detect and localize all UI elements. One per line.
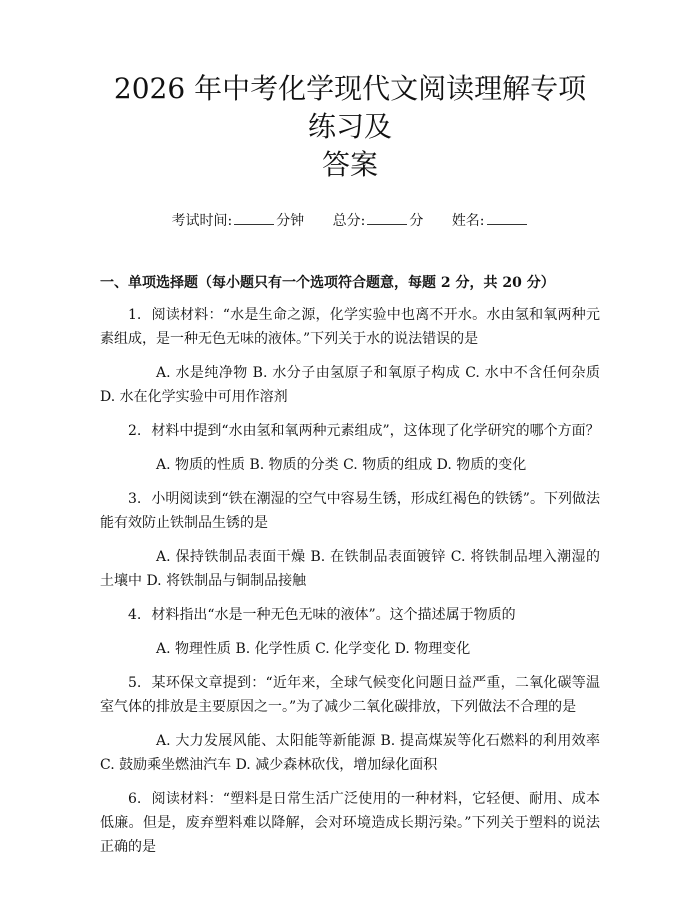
question-number: 4. <box>128 607 142 623</box>
student-name <box>452 213 529 229</box>
question-stem <box>100 671 600 719</box>
question-options: A. 物理性质 B. 化学性质 C. 化学变化 D. 物理变化 <box>156 641 471 657</box>
question-number: 5. <box>128 675 142 691</box>
time-label: 考试时间: <box>171 213 233 229</box>
question-options: A. 大力发展风能、太阳能等新能源 B. 提高煤炭等化石燃料的利用效率 C. 鼓励乘坐燃油汽车 D. 减少森林砍伐，增加绿化面积 <box>100 733 600 773</box>
question-options: A. 保持铁制品表面干燥 B. 在铁制品表面镀锌 C. 将铁制品埋入潮湿的土壤中 D. 将铁制品与铜制品接触 <box>100 549 600 589</box>
question-5 <box>100 671 600 777</box>
question-options: A. 物质的性质 B. 物质的分类 C. 物质的组成 D. 物质的变化 <box>156 457 527 473</box>
question-text: 阅读材料：“水是生命之源，化学实验中也离不开水。水由氢和氧两种元素组成，是一种无色无味的液体。”下列关于水的说法错误的是 <box>100 307 600 347</box>
exam-meta <box>100 210 600 231</box>
question-number: 6. <box>128 791 142 807</box>
name-label: 姓名: <box>451 213 485 229</box>
page-title <box>100 70 600 184</box>
time-blank[interactable] <box>234 210 274 225</box>
question-1 <box>100 303 600 409</box>
question-stem <box>100 787 600 859</box>
title-line-2: 答案 <box>321 148 378 181</box>
question-stem <box>100 487 600 535</box>
question-text: 某环保文章提到：“近年来，全球气候变化问题日益严重，二氧化碳等温室气体的排放是主要原因之一。”为了减少二氧化碳排放，下列做法不合理的是 <box>100 675 600 715</box>
question-number: 1. <box>128 307 142 323</box>
question-4 <box>100 603 600 661</box>
question-number: 3. <box>128 491 142 507</box>
title-line-1: 2026 年中考化学现代文阅读理解专项练习及 <box>113 72 587 143</box>
time-unit: 分钟 <box>276 213 305 229</box>
question-text: 小明阅读到“铁在潮湿的空气中容易生锈，形成红褐色的铁锈”。下列做法能有效防止铁制品生锈的是 <box>100 491 600 531</box>
question-6 <box>100 787 600 859</box>
question-options: A. 水是纯净物 B. 水分子由氢原子和氧原子构成 C. 水中不含任何杂质 D. 水在化学实验中可用作溶剂 <box>100 365 600 405</box>
score-label: 总分: <box>332 213 366 229</box>
question-text: 阅读材料：“塑料是日常生活广泛使用的一种材料，它轻便、耐用、成本低廉。但是，废弃塑料难以降解，会对环境造成长期污染。”下列关于塑料的说法正确的是 <box>100 791 600 855</box>
section-heading-single-choice: 一、单项选择题（每小题只有一个选项符合题意，每题 2 分，共 20 分） <box>100 275 555 291</box>
question-stem <box>100 303 600 351</box>
question-3 <box>100 487 600 593</box>
question-stem <box>100 419 600 443</box>
question-text: 材料指出“水是一种无色无味的液体”。这个描述属于物质的 <box>151 607 516 623</box>
score-blank[interactable] <box>367 210 407 225</box>
total-score <box>333 213 424 229</box>
question-number: 2. <box>128 423 142 439</box>
question-stem <box>100 603 600 627</box>
exam-time <box>171 213 304 229</box>
name-blank[interactable] <box>487 210 527 225</box>
question-text: 材料中提到“水由氢和氧两种元素组成”，这体现了化学研究的哪个方面？ <box>151 423 600 439</box>
question-2 <box>100 419 600 477</box>
score-unit: 分 <box>409 213 424 229</box>
